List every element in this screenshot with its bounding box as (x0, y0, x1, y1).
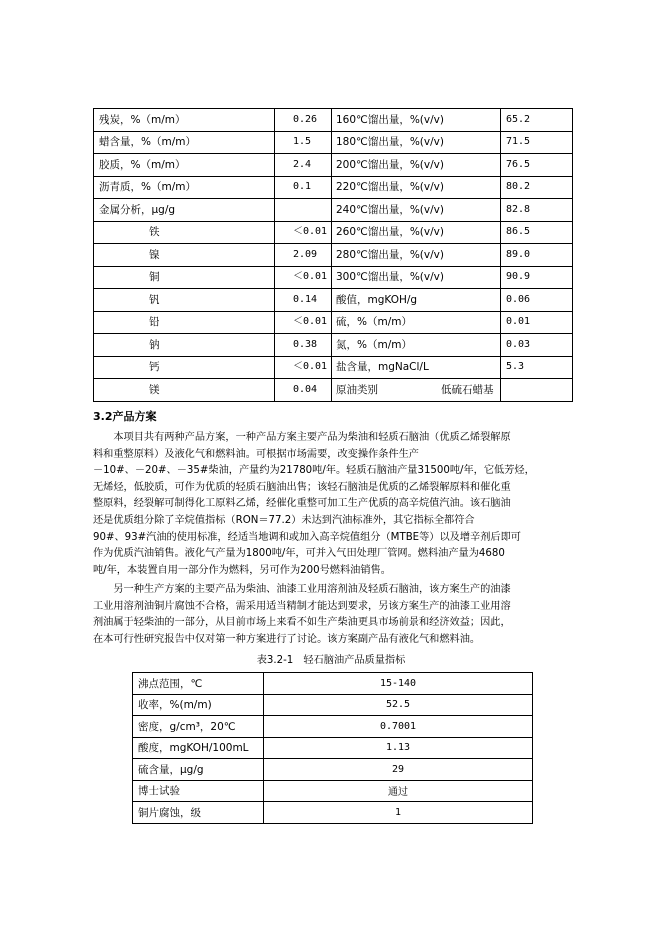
table-cell: 0.7001 (264, 716, 533, 738)
text-line: 剂油属于轻柴油的一部分，从目前市场上来看不如生产柴油更具市场前景和经济效益；因此， (93, 617, 511, 629)
table-row (133, 673, 533, 695)
table-cell: 残炭，%（m/m） (94, 109, 275, 132)
table-cell: 0.06 (501, 289, 573, 312)
table-cell: 金属分析，μg/g (94, 199, 275, 222)
table-cell: 0.26 (275, 109, 332, 132)
text-line: 工业用溶剂油铜片腐蚀不合格，需采用适当精制才能达到要求，另该方案生产的油漆工业用溶 (93, 600, 511, 612)
text-line: 90#、93#汽油的使用标准，经适当地调和或加入高辛烷值组分（MTBE等）以及增辛剂后即可 (93, 531, 521, 543)
table-cell: 1.13 (264, 737, 533, 759)
table-row (133, 716, 533, 738)
table-row (94, 289, 573, 312)
table-cell: 0.04 (275, 379, 332, 402)
table-cell: 200℃馏出量，%(v/v) (332, 154, 501, 177)
table-cell: 300℃馏出量，%(v/v) (332, 266, 501, 289)
table-cell: 钠 (94, 334, 275, 357)
table-cell: 0.03 (501, 334, 573, 357)
text-line: －10#、－20#、－35#柴油，产量约为21780吨/年。轻质石脑油产量31500吨/年，它低芳烃， (93, 465, 535, 477)
table-cell: 160℃馏出量，%(v/v) (332, 109, 501, 132)
text-line: 作为优质汽油销售。液化气产量为1800吨/年，可并入气田处理厂管网。燃料油产量为4680 (93, 548, 505, 560)
table-row (94, 311, 573, 334)
paragraph-product-scheme-2 (93, 582, 576, 648)
table-cell: 铁 (94, 221, 275, 244)
table-row (133, 802, 533, 824)
table-cell: 0.38 (275, 334, 332, 357)
table-cell: 铜 (94, 266, 275, 289)
table-cell (275, 199, 332, 222)
table-cell: 原油类别 低硫石蜡基 (332, 379, 501, 402)
table-cell: 1 (264, 802, 533, 824)
table-cell: 280℃馏出量，%(v/v) (332, 244, 501, 267)
table-cell: 沸点范围，℃ (133, 673, 264, 695)
table-row (94, 244, 573, 267)
table-cell: 80.2 (501, 176, 573, 199)
table-cell: 29 (264, 759, 533, 781)
table-cell: 90.9 (501, 266, 573, 289)
table-cell: 钙 (94, 356, 275, 379)
table-row (94, 356, 573, 379)
table-cell: 镁 (94, 379, 275, 402)
table-cell: ＜0.01 (275, 221, 332, 244)
table-cell: 0.1 (275, 176, 332, 199)
table-cell: 铜片腐蚀，级 (133, 802, 264, 824)
text-line: 在本可行性研究报告中仅对第一种方案进行了讨论。该方案副产品有液化气和燃料油。 (93, 633, 481, 645)
table-row (94, 221, 573, 244)
text-line: 无烯烃，低胶质，可作为优质的轻质石脑油出售；该轻石脑油是优质的乙烯裂解原料和催化重 (93, 481, 511, 493)
table-cell: 5.3 (501, 356, 573, 379)
table-cell: 硫，%（m/m） (332, 311, 501, 334)
text-line: 还是优质组分除了辛烷值指标（RON＝77.2）未达到汽油标准外，其它指标全都符合 (93, 514, 475, 526)
table-cell: 2.4 (275, 154, 332, 177)
naphtha-quality-table (132, 672, 533, 824)
table-caption: 表3.2-1 轻石脑油产品质量指标 (256, 655, 406, 666)
table-cell: 氮，%（m/m） (332, 334, 501, 357)
text-line: 另一种生产方案的主要产品为柴油、油漆工业用溶剂油及轻质石脑油，该方案生产的油漆 (93, 584, 511, 595)
crude-oil-properties-table (93, 108, 573, 402)
table-cell: 沥青质，%（m/m） (94, 176, 275, 199)
table-cell: 铅 (94, 311, 275, 334)
table-cell: 博士试验 (133, 780, 264, 802)
paragraph-product-scheme-1 (93, 430, 576, 579)
table-cell: 酸度，mgKOH/100mL (133, 737, 264, 759)
table-cell: 2.09 (275, 244, 332, 267)
table-cell: 260℃馏出量，%(v/v) (332, 221, 501, 244)
table-cell: 71.5 (501, 131, 573, 154)
table-row (94, 334, 573, 357)
table-cell: ＜0.01 (275, 356, 332, 379)
text-line: 料和重整原料）及液化气和燃料油。可根据市场需要，改变操作条件生产 (93, 448, 419, 460)
table-row (94, 176, 573, 199)
table-row (133, 694, 533, 716)
table-cell (501, 379, 573, 402)
table-cell: 盐含量，mgNaCl/L (332, 356, 501, 379)
table-cell: 0.01 (501, 311, 573, 334)
table-cell: 82.8 (501, 199, 573, 222)
table-row (94, 131, 573, 154)
table-cell: 86.5 (501, 221, 573, 244)
table-row (133, 759, 533, 781)
table-cell: 15-140 (264, 673, 533, 695)
table-cell: 52.5 (264, 694, 533, 716)
table-cell: 钒 (94, 289, 275, 312)
table-cell: 1.5 (275, 131, 332, 154)
text-line: 本项目共有两种产品方案，一种产品方案主要产品为柴油和轻质石脑油（优质乙烯裂解原 (93, 432, 511, 443)
table-cell: 65.2 (501, 109, 573, 132)
table-cell: 胶质，%（m/m） (94, 154, 275, 177)
table-cell: 180℃馏出量，%(v/v) (332, 131, 501, 154)
table-row (94, 154, 573, 177)
table-cell: ＜0.01 (275, 266, 332, 289)
table-cell: 76.5 (501, 154, 573, 177)
table-cell: 240℃馏出量，%(v/v) (332, 199, 501, 222)
table-cell: 收率，%(m/m) (133, 694, 264, 716)
table-row (94, 379, 573, 402)
table-row (94, 109, 573, 132)
table-cell: 酸值，mgKOH/g (332, 289, 501, 312)
table-cell: 89.0 (501, 244, 573, 267)
table-row (94, 266, 573, 289)
table-cell: 镍 (94, 244, 275, 267)
table-row (133, 780, 533, 802)
table-cell: 密度，g/cm³，20℃ (133, 716, 264, 738)
table-cell: ＜0.01 (275, 311, 332, 334)
table-row (94, 199, 573, 222)
section-heading: 3.2产品方案 (93, 410, 157, 423)
table-cell: 硫含量，μg/g (133, 759, 264, 781)
table-cell: 0.14 (275, 289, 332, 312)
table-cell: 通过 (264, 780, 533, 802)
table-cell: 220℃馏出量，%(v/v) (332, 176, 501, 199)
table-row (133, 737, 533, 759)
text-line: 吨/年，本装置自用一部分作为燃料，另可作为200号燃料油销售。 (93, 564, 391, 576)
table-cell: 蜡含量，%（m/m） (94, 131, 275, 154)
text-line: 整原料，经裂解可制得化工原料乙烯，经催化重整可加工生产优质的高辛烷值汽油。该石脑油 (93, 498, 511, 510)
